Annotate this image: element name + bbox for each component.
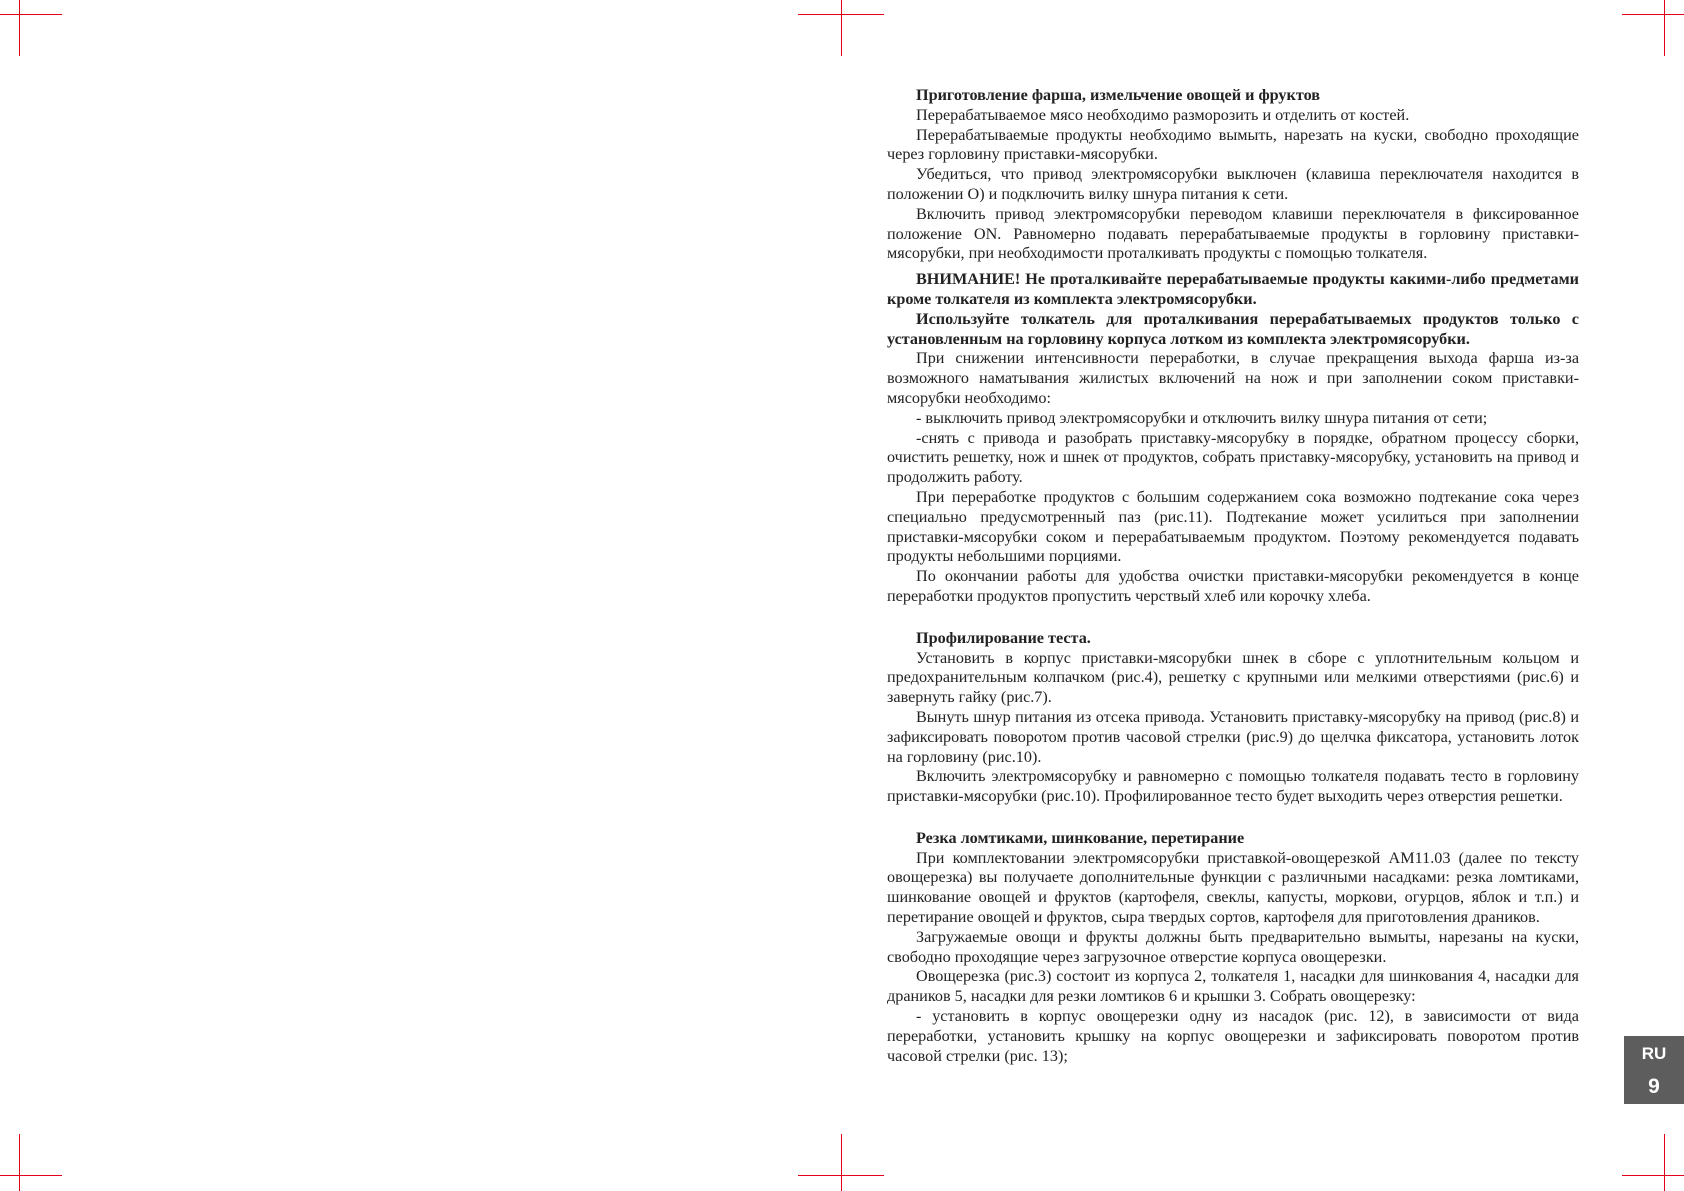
paragraph: При комплектовании электромясорубки приставкой-овощерезкой АМ11.03 (далее по тексту овощерезка) вы получаете дополнительные функции с различными насадками: резка ломтиками, шинкование овощей и фруктов (картофеля, свеклы, капусты, моркови, огурцов, яблок и т.п.) и перетирание овощей и фруктов, сыра твердых сортов, картофеля для приготовления драников. bbox=[887, 848, 1579, 927]
list-item: -снять с привода и разобрать приставку-мясорубку в порядке, обратном процессу сборки, очистить решетку, нож и шнек от продуктов, собрать приставку-мясорубку, установить на привод и продолжить работу. bbox=[887, 428, 1579, 487]
paragraph: Включить электромясорубку и равномерно с помощью толкателя подавать тесто в горловину приставки-мясорубки (рис.10). Профилированное тесто будет выходить через отверстия решетки. bbox=[887, 767, 1579, 806]
paragraph: Убедиться, что привод электромясорубки выключен (клавиша переключателя находится в положении O) и подключить вилку шнура питания к сети. bbox=[887, 165, 1579, 203]
paragraph: При переработке продуктов с большим содержанием сока возможно подтекание сока через специально предусмотренный паз (рис.11). Подтекание может усилиться при заполнении приставки-мясорубки соком и перерабатываемым продуктом. Поэтому рекомендуется подавать продукты небольшими порциями. bbox=[887, 487, 1579, 566]
paragraph: Перерабатываемое мясо необходимо разморозить и отделить от костей. bbox=[916, 105, 1410, 124]
section-dough-profiling bbox=[887, 629, 1579, 807]
manual-page-text bbox=[887, 86, 1579, 1066]
page-number: 9 bbox=[1648, 1075, 1660, 1098]
paragraph: Включить привод электромясорубки переводом клавиши переключателя в фиксированное положение ON. Равномерно подавать перерабатываемые продукты в горловину приставки-мясорубки, при необходимости проталкивать продукты с помощью толкателя. bbox=[887, 204, 1579, 263]
section-mincing bbox=[887, 86, 1579, 607]
paragraph: При снижении интенсивности переработки, в случае прекращения выхода фарша из-за возможного наматывания жилистых включений на нож и при заполнении соком приставки-мясорубки необходимо: bbox=[887, 349, 1579, 407]
list-item: - установить в корпус овощерезки одну из насадок (рис. 12), в зависимости от вида переработки, установить крышку на корпус овощерезки и зафиксировать поворотом против часовой стрелки (рис. 13); bbox=[887, 1007, 1579, 1065]
section-slicing-shredding bbox=[887, 829, 1579, 1067]
language-page-tab bbox=[1624, 1036, 1684, 1104]
paragraph: Овощерезка (рис.3) состоит из корпуса 2, толкателя 1, насадки для шинкования 4, насадки для драников 5, насадки для резки ломтиков 6 и крышки 3. Собрать овощерезку: bbox=[887, 967, 1579, 1006]
section-heading: Профилирование теста. bbox=[916, 628, 1091, 647]
paragraph: Вынуть шнур питания из отсека привода. Установить приставку-мясорубку на привод (рис.8) и зафиксировать поворотом против часовой стрелки (рис.9) до щелчка фиксатора, установить лоток на горловину (рис.10). bbox=[887, 707, 1579, 766]
paragraph: Загружаемые овощи и фрукты должны быть предварительно вымыты, нарезаны на куски, свободно проходящие через загрузочное отверстие корпуса овощерезки. bbox=[887, 927, 1579, 966]
warning-paragraph: Используйте толкатель для проталкивания перерабатываемых продуктов только с установленным на горловину корпуса лотком из комплекта электромясорубки. bbox=[887, 309, 1579, 348]
paragraph: Перерабатываемые продукты необходимо вымыть, нарезать на куски, свободно проходящие через горловину приставки-мясорубки. bbox=[887, 125, 1579, 164]
paragraph: По окончании работы для удобства очистки приставки-мясорубки рекомендуется в конце переработки продуктов пропустить черствый хлеб или корочку хлеба. bbox=[887, 567, 1579, 605]
section-heading: Резка ломтиками, шинкование, перетирание bbox=[916, 828, 1245, 847]
language-code: RU bbox=[1641, 1044, 1667, 1063]
list-item: - выключить привод электромясорубки и отключить вилку шнура питания от сети; bbox=[916, 408, 1488, 427]
warning-paragraph: ВНИМАНИЕ! Не проталкивайте перерабатываемые продукты какими-либо предметами кроме толкателя из комплекта электромясорубки. bbox=[887, 270, 1579, 308]
section-heading: Приготовление фарша, измельчение овощей и фруктов bbox=[916, 86, 1321, 104]
paragraph: Установить в корпус приставки-мясорубки шнек в сборе с уплотнительным кольцом и предохранительным колпачком (рис.4), решетку с крупными или мелкими отверстиями (рис.6) и завернуть гайку (рис.7). bbox=[887, 648, 1579, 707]
